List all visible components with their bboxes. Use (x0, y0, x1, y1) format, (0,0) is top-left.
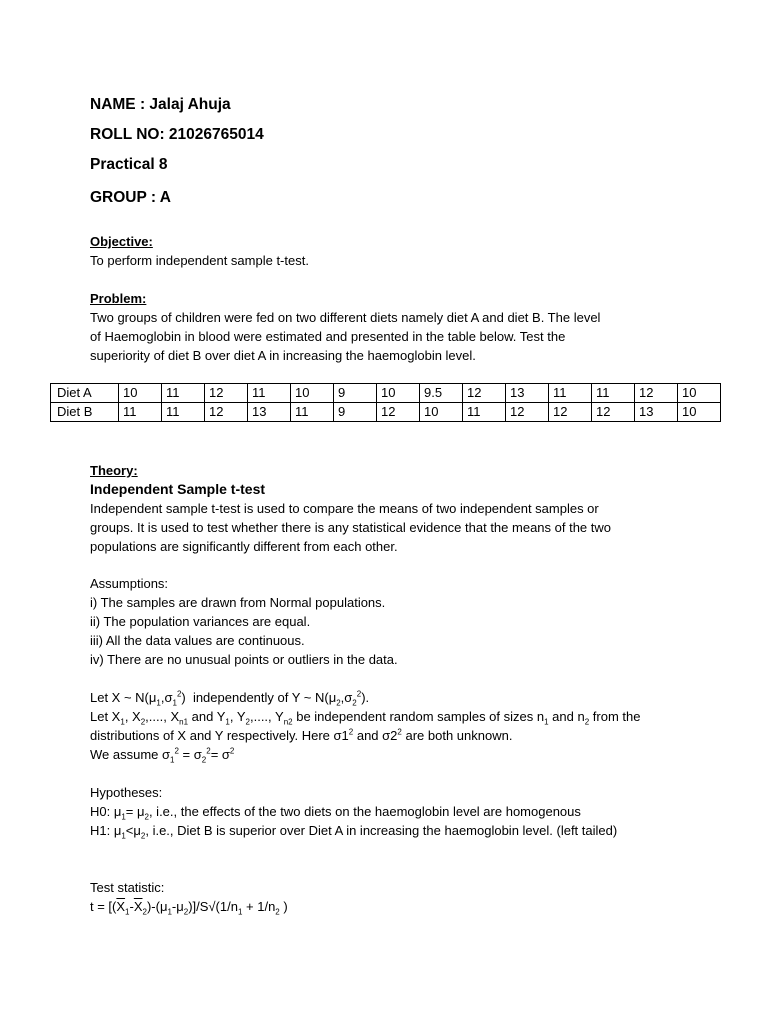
table-cell: 10 (119, 384, 162, 403)
assumption-item: ii) The population variances are equal. (90, 614, 311, 629)
assumption-item: iv) There are no unusual points or outliers in the data. (90, 652, 398, 667)
table-cell: 10 (291, 384, 334, 403)
table-cell: 11 (248, 384, 291, 403)
objective-text: To perform independent sample t-test. (90, 253, 309, 268)
table-cell: 10 (678, 384, 721, 403)
test-statistic-formula: $t = [(\overline{X}_1-\overline{X}_2)-(\mu_1-\mu_2)]/S√(1/n_1 + 1/n_2$ ) (90, 899, 288, 917)
table-cell: 13 (506, 384, 549, 403)
table-cell: 11 (162, 403, 205, 422)
table-cell: 12 (463, 384, 506, 403)
practical-number: Practical 8 (90, 156, 168, 173)
student-name: NAME : Jalaj Ahuja (90, 96, 231, 113)
table-cell: 9 (334, 384, 377, 403)
row-label: Diet A (51, 384, 119, 403)
roll-number: ROLL NO: 21026765014 (90, 126, 264, 143)
assumptions-label: Assumptions: (90, 576, 169, 591)
theory-subtitle: Independent Sample t-test (90, 481, 266, 497)
samples-line-2: distributions of X and Y respectively. Here $\sigma 1^2$ and $\sigma 2^2$ are both unknown. (90, 727, 513, 743)
assumption-item: i) The samples are drawn from Normal populations. (90, 595, 386, 610)
assumptions-section (90, 574, 680, 669)
table-cell: 9 (334, 403, 377, 422)
table-cell: 12 (549, 403, 592, 422)
table-cell: 13 (635, 403, 678, 422)
theory-label: Theory: (90, 463, 138, 478)
problem-section (90, 289, 680, 365)
hypotheses-section (90, 783, 680, 840)
problem-line: superiority of diet B over diet A in increasing the haemoglobin level. (90, 348, 476, 363)
table-cell: 12 (205, 403, 248, 422)
table-cell: 12 (205, 384, 248, 403)
theory-line: Independent sample t-test is used to compare the means of two independent samples or (90, 501, 599, 516)
model-definition (90, 688, 680, 764)
table-row (51, 403, 721, 422)
assumption-variance: We assume $\sigma_1^2 = \sigma_2^2= \sigma^2$ (90, 746, 235, 765)
diet-data-table (50, 383, 721, 422)
table-cell: 12 (635, 384, 678, 403)
table-cell: 12 (506, 403, 549, 422)
theory-line: populations are significantly different from each other. (90, 539, 398, 554)
objective-label: Objective: (90, 234, 153, 249)
table-row (51, 384, 721, 403)
samples-line: Let $X_1$, $X_2$,...., $X_{n1}$ and $Y_1$, $Y_2$,...., $Y_{n2}$ be independent random samples of sizes $n_1$ and $n_2$ from the (90, 709, 641, 727)
test-statistic-section (90, 878, 680, 916)
alternative-hypothesis: H1: $\mu_1<\mu_2$, i.e., Diet B is superior over Diet A in increasing the haemoglobin level. (left tailed) (90, 823, 618, 841)
theory-section (90, 461, 680, 556)
test-statistic-label: Test statistic: (90, 880, 165, 895)
table-cell: 11 (592, 384, 635, 403)
problem-label: Problem: (90, 291, 147, 306)
table-cell: 12 (377, 403, 420, 422)
row-label: Diet B (51, 403, 119, 422)
assumption-item: iii) All the data values are continuous. (90, 633, 305, 648)
objective-section (90, 232, 680, 270)
table-cell: 10 (420, 403, 463, 422)
theory-line: groups. It is used to test whether there is any statistical evidence that the means of the two (90, 520, 612, 535)
table-cell: 12 (592, 403, 635, 422)
table-cell: 11 (119, 403, 162, 422)
table-cell: 10 (377, 384, 420, 403)
problem-line: of Haemoglobin in blood were estimated and presented in the table below. Test the (90, 329, 566, 344)
null-hypothesis: H0: $\mu_1= \mu_2$, i.e., the effects of the two diets on the haemoglobin level are homogenous (90, 804, 581, 822)
table-cell: 11 (162, 384, 205, 403)
group-label: GROUP : A (90, 189, 171, 206)
table-cell: 9.5 (420, 384, 463, 403)
table-cell: 13 (248, 403, 291, 422)
problem-line: Two groups of children were fed on two different diets namely diet A and diet B. The level (90, 310, 601, 325)
table-cell: 10 (678, 403, 721, 422)
table-cell: 11 (291, 403, 334, 422)
hypotheses-label: Hypotheses: (90, 785, 163, 800)
table-cell: 11 (463, 403, 506, 422)
distribution-line: Let X ~ $N(\mu_1,\sigma_1^2)$ independently of Y ~ $N(\mu_2,\sigma_2^2)$. (90, 689, 370, 708)
table-cell: 11 (549, 384, 592, 403)
